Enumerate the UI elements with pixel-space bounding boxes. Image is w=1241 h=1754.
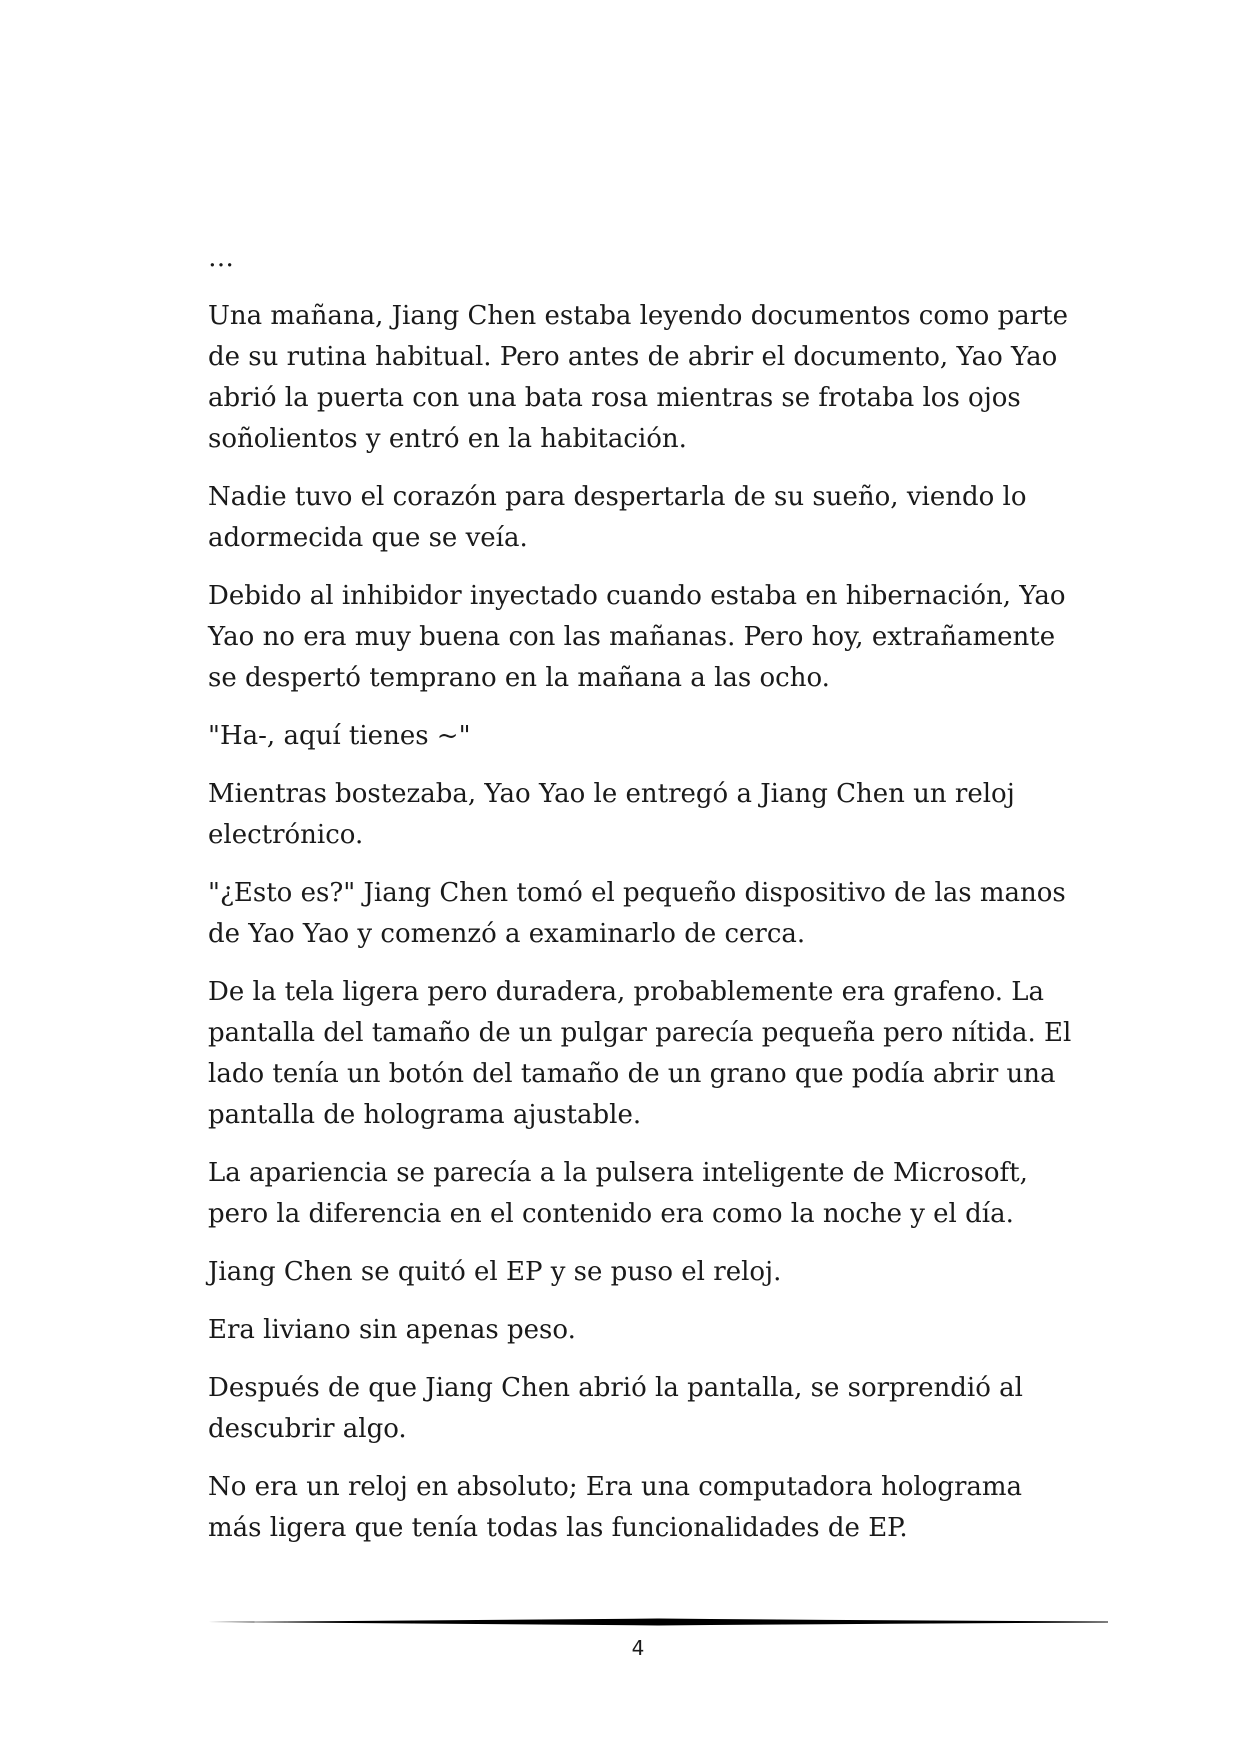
page-number: 4 [631,1636,645,1660]
paragraph: Una mañana, Jiang Chen estaba leyendo documentos como parte de su rutina habitual. Pero antes de abrir el documento, Yao Yao abrió la puerta con una bata rosa mientras se frotaba los ojos soñolientos y entró en la habitación. [208,301,1068,454]
paragraph: Después de que Jiang Chen abrió la pantalla, se sorprendió al descubrir algo. [208,1373,1023,1444]
paragraph: La apariencia se parecía a la pulsera inteligente de Microsoft, pero la diferencia en el contenido era como la noche y el día. [208,1158,1028,1229]
paragraph: Debido al inhibidor inyectado cuando estaba en hibernación, Yao Yao no era muy buena con las mañanas. Pero hoy, extrañamente se despertó temprano en la mañana a las ocho. [208,581,1066,693]
paragraph: "Ha-, aquí tienes ~" [208,721,471,751]
paragraph: No era un reloj en absoluto; Era una computadora holograma más ligera que tenía todas las funcionalidades de EP. [208,1472,1023,1543]
footer-divider [208,1616,1108,1628]
paragraph: Nadie tuvo el corazón para despertarla de su sueño, viendo lo adormecida que se veía. [208,482,1027,553]
paragraph-ellipsis: … [208,243,234,273]
paragraph: "¿Esto es?" Jiang Chen tomó el pequeño dispositivo de las manos de Yao Yao y comenzó a examinarlo de cerca. [208,878,1066,949]
paragraph: Era liviano sin apenas peso. [208,1315,576,1345]
body-text [208,238,1078,1566]
paragraph: De la tela ligera pero duradera, probablemente era grafeno. La pantalla del tamaño de un pulgar parecía pequeña pero nítida. El lado tenía un botón del tamaño de un grano que podía abrir una pantalla de holograma ajustable. [208,977,1072,1130]
paragraph: Mientras bostezaba, Yao Yao le entregó a Jiang Chen un reloj electrónico. [208,779,1015,850]
paragraph: Jiang Chen se quitó el EP y se puso el reloj. [208,1257,782,1287]
